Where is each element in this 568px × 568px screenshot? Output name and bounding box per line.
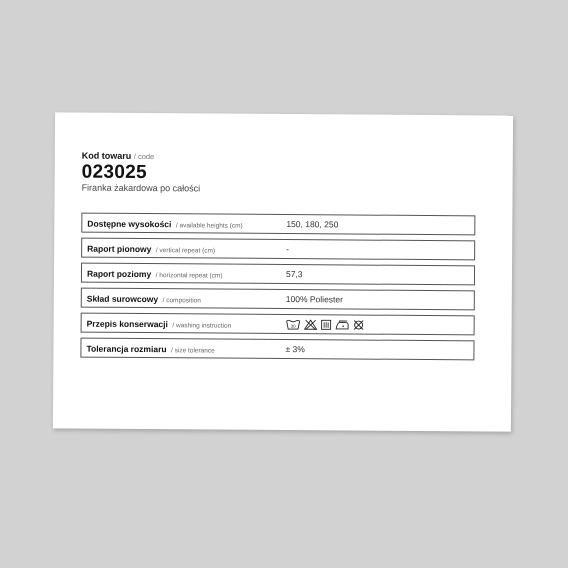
spec-label-pl: Skład surowcowy	[86, 293, 159, 305]
spec-row-horizontal-repeat	[81, 263, 475, 286]
iron-icon	[335, 319, 350, 330]
product-name: Firanka żakardowa po całości	[81, 182, 201, 194]
spec-label	[82, 289, 286, 308]
spec-value: 150, 180, 250	[286, 219, 339, 230]
spec-value: ± 3%	[285, 344, 305, 355]
code-label-en: / code	[133, 151, 155, 162]
spec-value: 100% Poliester	[285, 294, 344, 305]
spec-table	[80, 213, 475, 366]
spec-row-care	[81, 313, 475, 336]
spec-label-pl: Przepis konserwacji	[86, 318, 168, 330]
svg-text:30: 30	[290, 323, 296, 329]
spec-label-en: / horizontal repeat (cm)	[155, 272, 223, 280]
care-icons	[286, 319, 365, 331]
no-bleach-icon	[304, 319, 318, 330]
tumble-dry-icon	[321, 319, 332, 330]
spec-label-en: / available heights (cm)	[175, 222, 243, 230]
spec-row-heights	[81, 213, 475, 236]
spec-label	[81, 339, 285, 358]
product-code: 023025	[81, 161, 147, 184]
spec-label-en: / washing instruction	[172, 322, 232, 330]
spec-label-en: / vertical repeat (cm)	[155, 247, 216, 255]
spec-label-pl: Tolerancja rozmiaru	[86, 343, 167, 355]
spec-label-pl: Dostępne wysokości	[87, 218, 172, 230]
spec-label	[82, 264, 286, 283]
spec-row-vertical-repeat	[81, 238, 475, 261]
spec-label-en: / size tolerance	[171, 347, 215, 355]
spec-card	[53, 112, 513, 431]
code-label-pl: Kod towaru	[81, 150, 132, 161]
spec-label	[82, 239, 286, 258]
spec-value: -	[286, 244, 290, 255]
wash-30-icon	[286, 319, 301, 330]
spec-row-composition	[81, 288, 475, 311]
spec-label-en: / composition	[162, 297, 201, 305]
card-header	[82, 151, 482, 197]
spec-value: 57,3	[285, 269, 303, 280]
spec-label	[82, 314, 286, 333]
spec-label-pl: Raport pionowy	[87, 243, 152, 255]
spec-label	[82, 214, 286, 233]
spec-row-tolerance	[80, 338, 474, 361]
no-dry-clean-icon	[353, 319, 365, 330]
spec-label-pl: Raport poziomy	[86, 268, 152, 280]
